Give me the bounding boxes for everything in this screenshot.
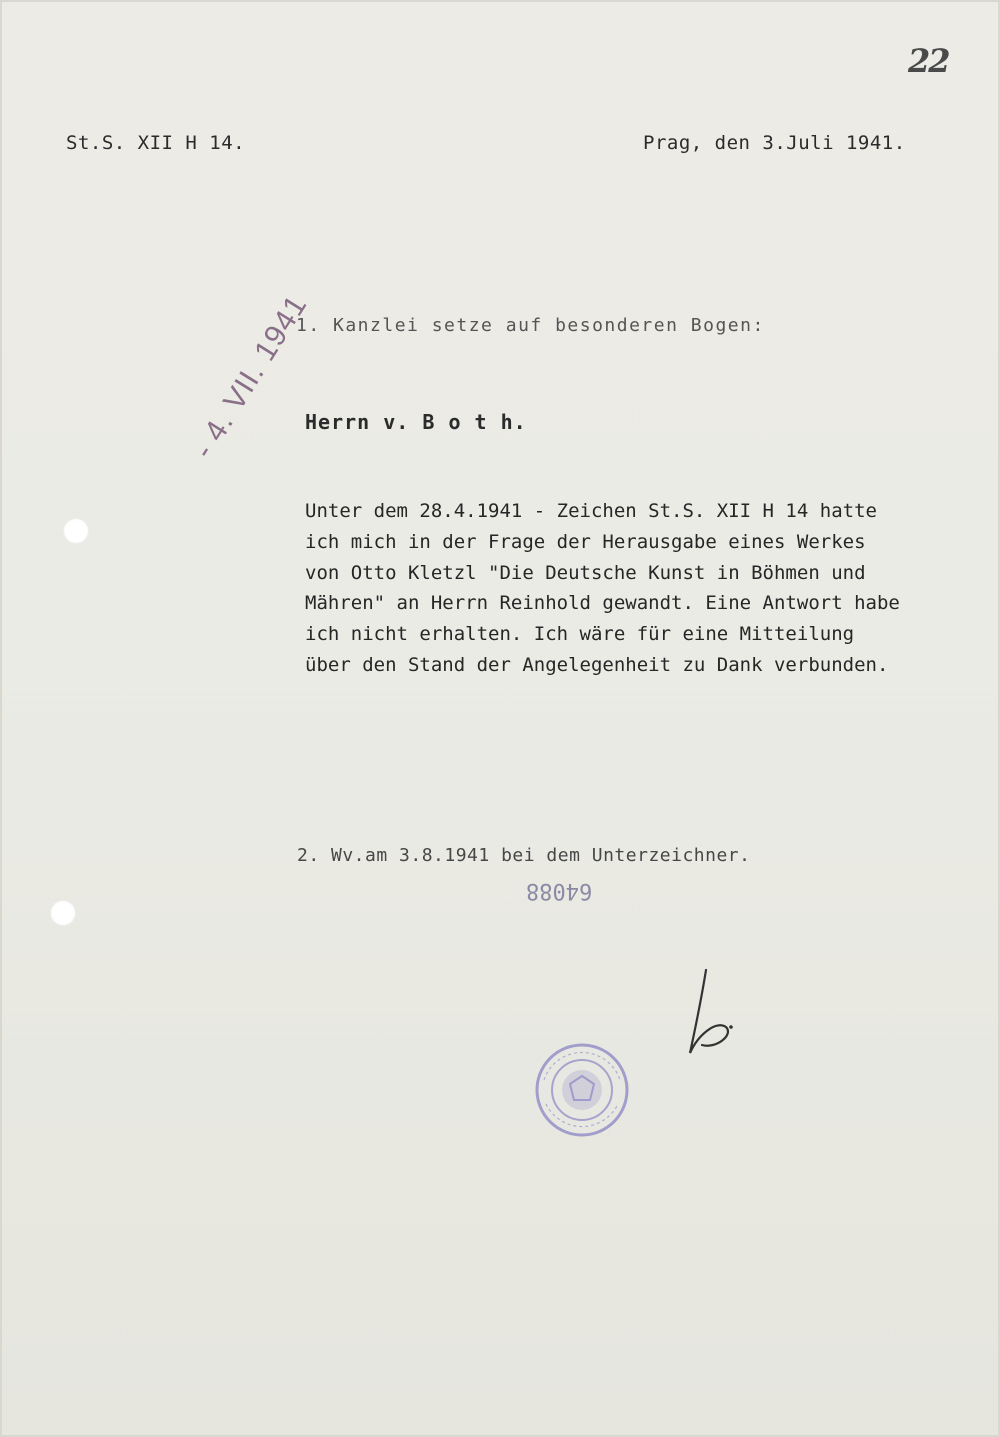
punch-hole xyxy=(50,900,76,926)
body-line: Mähren" an Herrn Reinhold gewandt. Eine Antwort habe xyxy=(305,592,900,615)
archive-seal xyxy=(532,1040,632,1140)
salutation: Herrn v. B o t h. xyxy=(305,410,527,434)
signature xyxy=(676,965,746,1060)
body-line: über den Stand der Angelegenheit zu Dank verbunden. xyxy=(305,653,889,676)
body-line: von Otto Kletzl "Die Deutsche Kunst in Böhmen und xyxy=(305,561,866,584)
received-date-stamp: - 4. VII. 1941 xyxy=(187,289,314,465)
instruction-2: 2. Wv.am 3.8.1941 bei dem Unterzeichner. xyxy=(297,845,751,866)
reference-number: St.S. XII H 14. xyxy=(66,132,246,154)
body-line: ich mich in der Frage der Herausgabe eines Werkes xyxy=(305,530,866,553)
body-line: ich nicht erhalten. Ich wäre für eine Mitteilung xyxy=(305,623,855,646)
punch-hole xyxy=(63,518,89,544)
instruction-1: 1. Kanzlei setze auf besonderen Bogen: xyxy=(296,315,765,336)
body-line: Unter dem 28.4.1941 - Zeichen St.S. XII H 14 hatte xyxy=(305,500,877,522)
page-number: 22 xyxy=(908,42,949,80)
archive-number-stamp: 64088 xyxy=(526,878,593,903)
letter-body xyxy=(305,496,900,681)
dateline: Prag, den 3.Juli 1941. xyxy=(643,132,906,154)
